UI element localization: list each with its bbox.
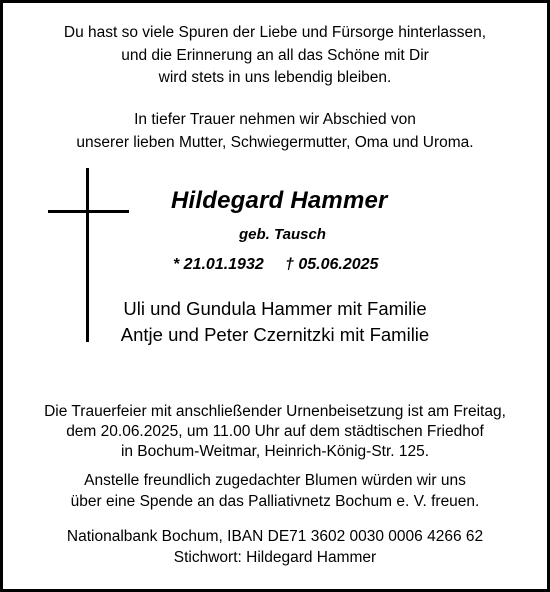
donation-request: [3, 470, 547, 512]
donation-line: über eine Spende an das Palliativnetz Bochum e. V. freuen.: [70, 493, 480, 510]
family-line: Uli und Gundula Hammer mit Familie: [123, 298, 427, 319]
donation-line: Anstelle freundlich zugedachter Blumen würden wir uns: [84, 472, 466, 489]
bank-keyword: Stichwort: Hildegard Hammer: [173, 549, 377, 566]
family-line: Antje und Peter Czernitzki mit Familie: [120, 324, 430, 345]
intro-verse: [3, 22, 547, 90]
maiden-name: geb. Tausch: [239, 226, 326, 243]
bank-details: [3, 526, 547, 568]
funeral-line: dem 20.06.2025, um 11.00 Uhr auf dem städtischen Friedhof: [66, 423, 484, 440]
cross-horizontal-bar: [48, 210, 129, 213]
intro-line: und die Erinnerung an all das Schöne mit Dir: [121, 46, 429, 64]
life-dates: [173, 256, 378, 274]
mourning-statement: [3, 109, 547, 154]
funeral-line: Die Trauerfeier mit anschließender Urnenbeisetzung ist am Freitag,: [44, 403, 506, 420]
bank-line: Nationalbank Bochum, IBAN DE71 3602 0030 0006 4266 62: [66, 528, 484, 545]
death-date: † 05.06.2025: [285, 256, 379, 273]
intro-line: Du hast so viele Spuren der Liebe und Fürsorge hinterlassen,: [63, 24, 487, 41]
intro-line: wird stets in uns lebendig bleiben.: [158, 69, 392, 86]
funeral-line: in Bochum-Weitmar, Heinrich-König-Str. 125.: [120, 443, 430, 460]
birth-date: * 21.01.1932: [173, 256, 264, 273]
mourning-line: In tiefer Trauer nehmen wir Abschied von: [134, 111, 416, 128]
funeral-info: [3, 402, 547, 462]
deceased-name: Hildegard Hammer: [171, 187, 388, 214]
mourning-line: unserer lieben Mutter, Schwiegermutter, Oma und Uroma.: [76, 133, 474, 151]
family-signatures: [3, 296, 547, 348]
